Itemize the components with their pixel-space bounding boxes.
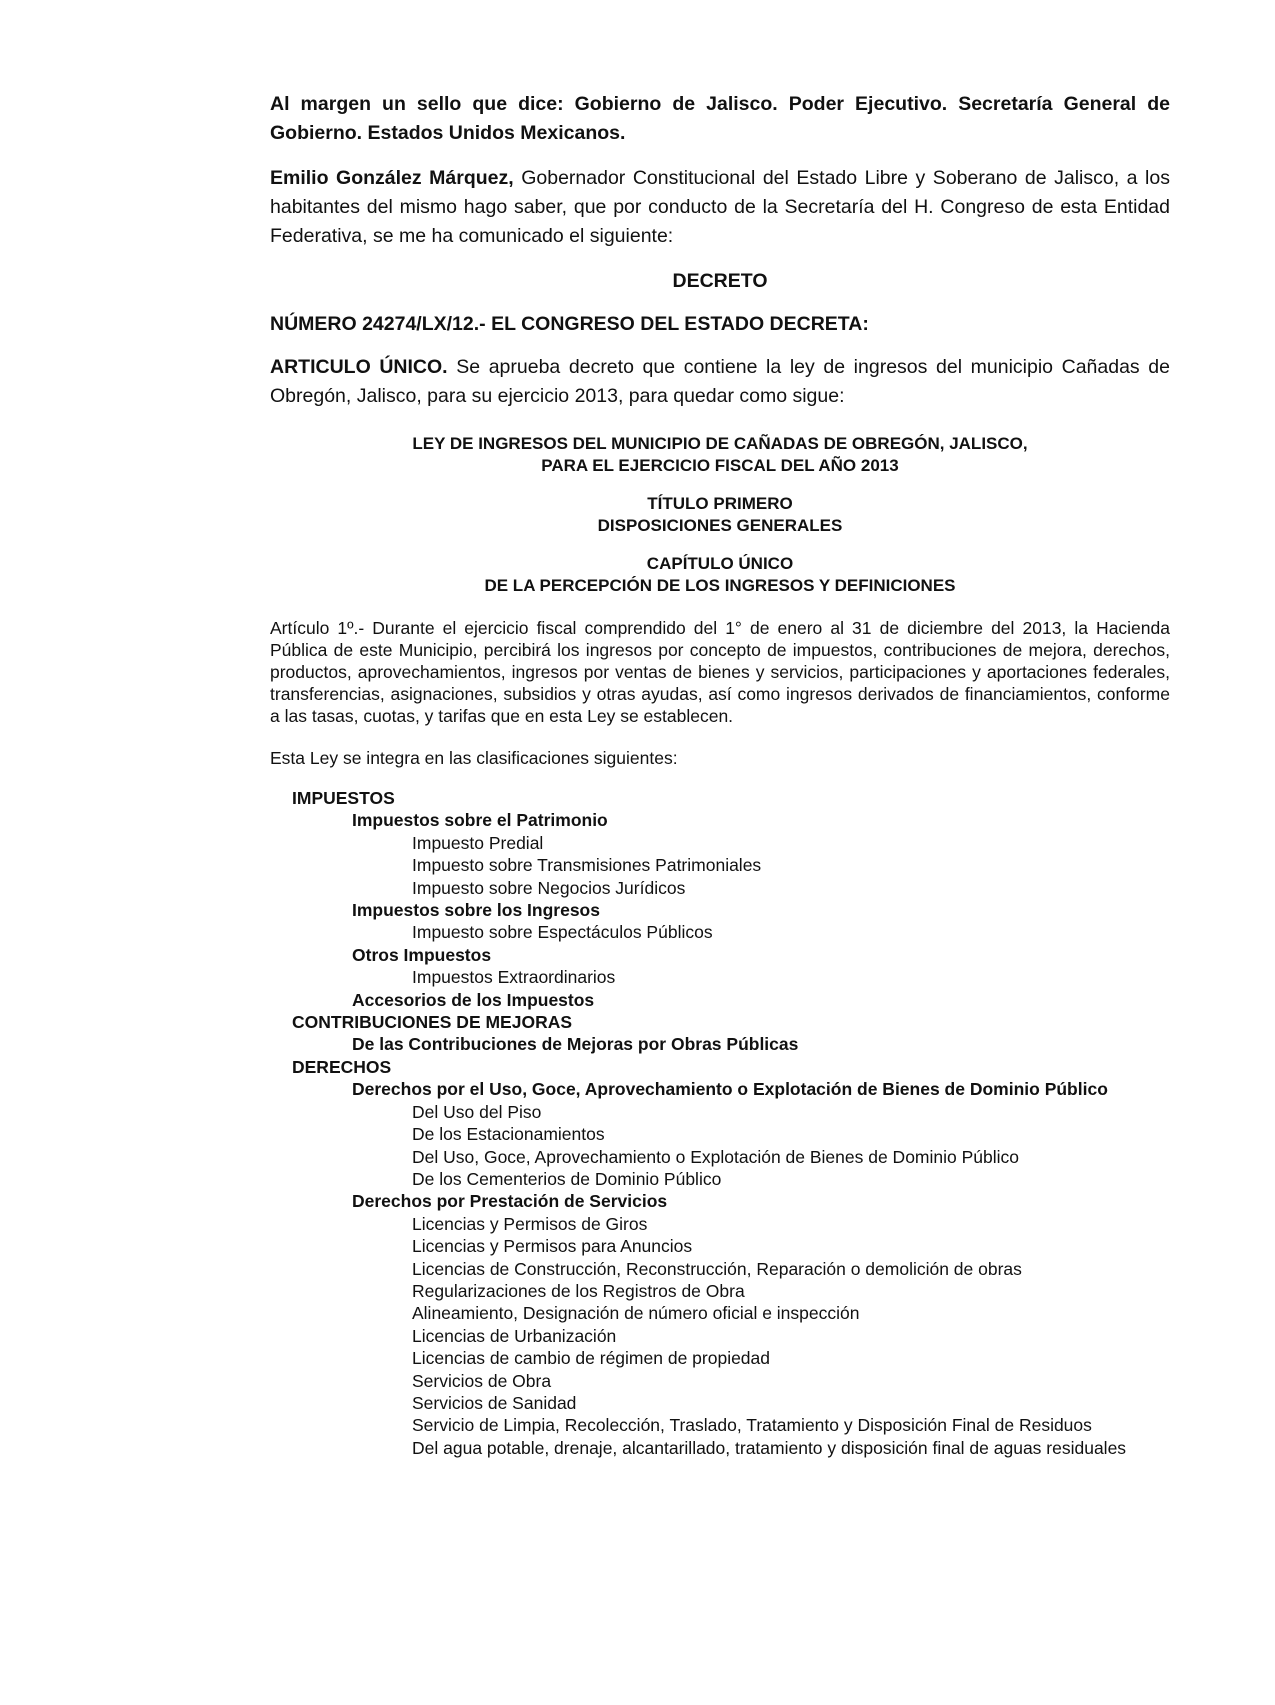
list-item: Licencias y Permisos de Giros [412, 1213, 648, 1234]
decreto-heading: DECRETO [672, 270, 768, 292]
intro-seal-text: Al margen un sello que dice: Gobierno de Jalisco. Poder Ejecutivo. Secretaría General de Gobierno. Estados Unidos Mexicanos. [270, 93, 1170, 144]
list-item: Licencias de Urbanización [412, 1325, 617, 1346]
list-item: Impuestos sobre los Ingresos [352, 900, 600, 921]
list-item: De los Estacionamientos [412, 1124, 605, 1145]
list-item: Impuesto sobre Transmisiones Patrimoniales [412, 855, 762, 876]
articulo-unico-paragraph [270, 353, 1170, 411]
list-item: Alineamiento, Designación de número oficial e inspección [412, 1303, 860, 1324]
list-item: Regularizaciones de los Registros de Obra [412, 1280, 745, 1301]
list-item: Impuestos Extraordinarios [412, 967, 616, 988]
titulo-line1: TÍTULO PRIMERO [647, 494, 793, 513]
list-item: Servicios de Sanidad [412, 1392, 577, 1413]
law-title-line1: LEY DE INGRESOS DEL MUNICIPIO DE CAÑADAS DE OBREGÓN, JALISCO, [412, 434, 1028, 453]
list-item: Impuestos sobre el Patrimonio [352, 810, 608, 831]
list-item: Accesorios de los Impuestos [352, 989, 595, 1010]
list-item: Derechos por Prestación de Servicios [352, 1191, 668, 1212]
list-item: De los Cementerios de Dominio Público [412, 1168, 722, 1189]
capitulo-heading [270, 553, 1170, 597]
list-item: DERECHOS [292, 1056, 392, 1077]
law-title [270, 433, 1170, 477]
articulo-unico-text: Se aprueba decreto que contiene la ley de ingresos del municipio Cañadas de Obregón, Jalisco, para su ejercicio 2013, para quedar como sigue: [270, 356, 1170, 407]
capitulo-line1: CAPÍTULO ÚNICO [646, 554, 794, 573]
titulo-line2: DISPOSICIONES GENERALES [597, 516, 843, 535]
list-item: Licencias de cambio de régimen de propiedad [412, 1348, 771, 1369]
capitulo-line2: DE LA PERCEPCIÓN DE LOS INGRESOS Y DEFINICIONES [484, 576, 956, 595]
list-item: Licencias de Construcción, Reconstrucción, Reparación o demolición de obras [412, 1258, 1022, 1279]
articulo-1-paragraph: Artículo 1º.- Durante el ejercicio fiscal comprendido del 1° de enero al 31 de diciembre del 2013, la Hacienda Pública de este Municipio, percibirá los ingresos por concepto de impuestos, contribuciones de mejora, derechos, productos, aprovechamientos, ingresos por ventas de bienes y servicios, participaciones y aportaciones federales, transferencias, asignaciones, subsidios y otras ayudas, así como ingresos derivados de financiamientos, conforme a las tasas, cuotas, y tarifas que en esta Ley se establecen. [270, 618, 1170, 726]
list-item: De las Contribuciones de Mejoras por Obras Públicas [352, 1034, 799, 1055]
list-item: Servicios de Obra [412, 1370, 552, 1391]
governor-name: Emilio González Márquez, [270, 167, 514, 189]
list-item: Licencias y Permisos para Anuncios [412, 1236, 693, 1257]
list-item: Del Uso, Goce, Aprovechamiento o Explotación de Bienes de Dominio Público [412, 1146, 1020, 1167]
law-title-line2: PARA EL EJERCICIO FISCAL DEL AÑO 2013 [541, 456, 899, 475]
list-item: Impuesto Predial [412, 832, 544, 853]
governor-paragraph [270, 164, 1170, 251]
decree-number: NÚMERO 24274/LX/12.- EL CONGRESO DEL ESTADO DECRETA: [270, 313, 869, 335]
titulo-heading [270, 493, 1170, 537]
classification-list [270, 787, 1170, 1459]
list-item: Del agua potable, drenaje, alcantarillado, tratamiento y disposición final de aguas residuales [412, 1437, 1127, 1458]
governor-text: Gobernador Constitucional del Estado Libre y Soberano de Jalisco, a los habitantes del mismo hago saber, que por conducto de la Secretaría del H. Congreso de esta Entidad Federativa, se me ha comunicado el siguiente: [270, 167, 1170, 247]
list-item: Derechos por el Uso, Goce, Aprovechamiento o Explotación de Bienes de Dominio Público [352, 1079, 1108, 1100]
list-item: IMPUESTOS [292, 788, 395, 808]
list-item: Impuesto sobre Negocios Jurídicos [412, 877, 686, 898]
clasificaciones-intro: Esta Ley se integra en las clasificaciones siguientes: [270, 748, 678, 768]
list-item: Servicio de Limpia, Recolección, Traslado, Tratamiento y Disposición Final de Residuos [412, 1415, 1092, 1436]
list-item: Otros Impuestos [352, 944, 492, 965]
list-item: Del Uso del Piso [412, 1101, 542, 1122]
articulo-unico-label: ARTICULO ÚNICO. [270, 356, 448, 378]
list-item: CONTRIBUCIONES DE MEJORAS [292, 1012, 573, 1033]
document-page [270, 90, 1170, 1459]
list-item: Impuesto sobre Espectáculos Públicos [412, 922, 713, 943]
